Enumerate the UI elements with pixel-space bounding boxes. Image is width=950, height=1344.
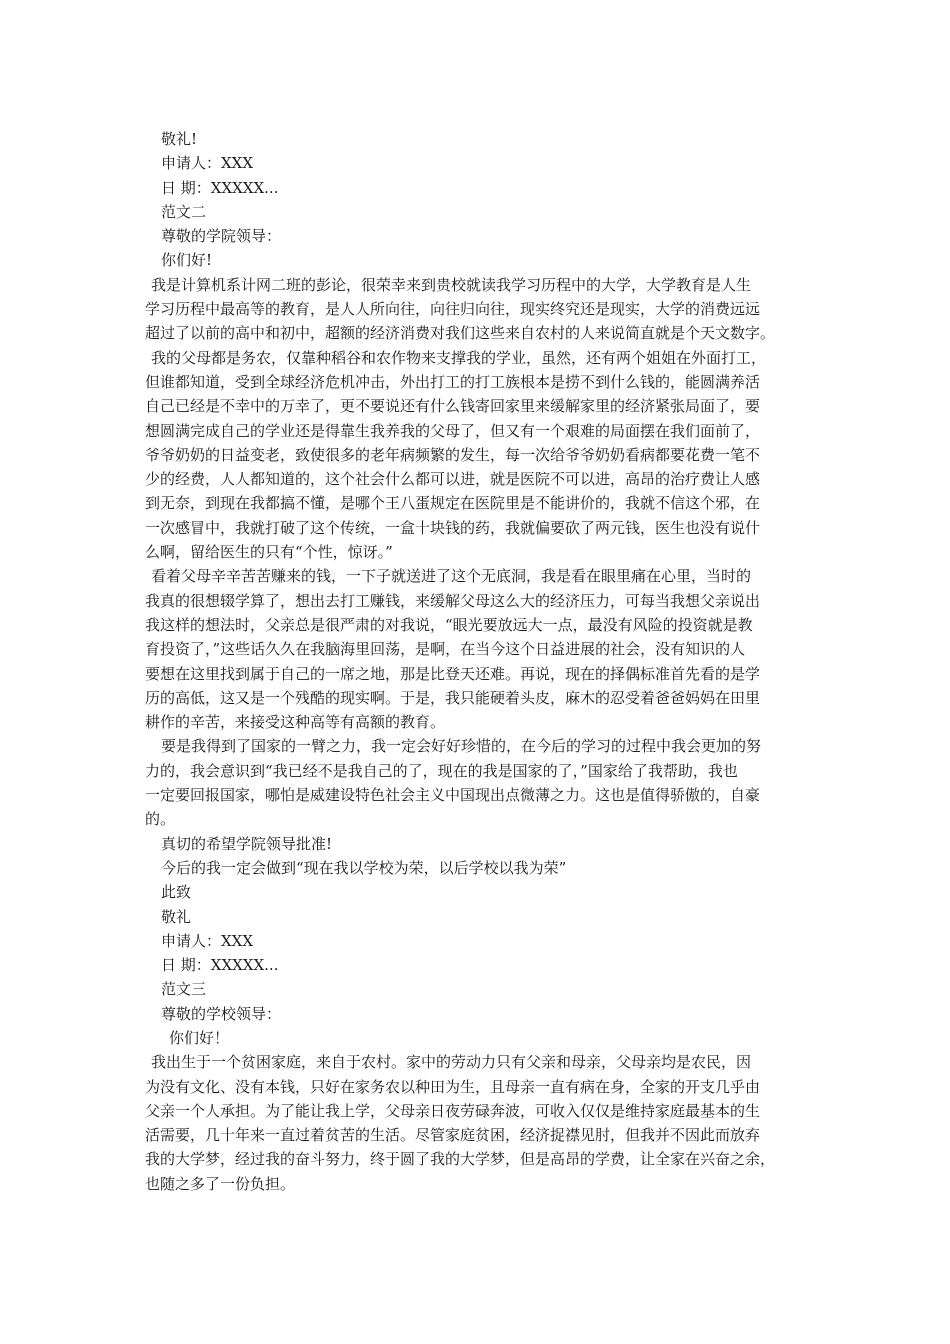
paragraph-line: 看着父母辛辛苦苦赚来的钱，一下子就送进了这个无底洞，我是看在眼里痛在心里，当时的 (151, 567, 752, 586)
paragraph-line: 父亲一个人承担。为了能让我上学，父母亲日夜劳碌奔波，可收入仅仅是维持家庭最基本的生 (145, 1101, 761, 1120)
greeting-line: 你们好! (161, 251, 213, 270)
paragraph-line: 我这样的想法时，父亲总是很严肃的对我说，“眼光要放远大一点，最没有风险的投资就是教 (145, 615, 753, 634)
section-title: 范文三 (161, 980, 207, 999)
paragraph-line: 想圆满完成自己的学业还是得靠生我养我的父母了，但又有一个艰难的局面摆在我们面前了， (145, 421, 761, 440)
request-line: 真切的希望学院领导批准! (161, 834, 333, 853)
paragraph-line: 爷爷奶奶的日益变老，致使很多的老年病频繁的发生，每一次给爷爷奶奶看病都要花费一笔不 (145, 445, 761, 464)
paragraph-line: 我出生于一个贫困家庭，来自于农村。家中的劳动力只有父亲和母亲，父母亲均是农民，因 (151, 1053, 752, 1072)
document-body (145, 127, 813, 1196)
closing-line: 敬礼 (161, 907, 192, 926)
closing-line: 敬礼! (161, 130, 198, 148)
paragraph-line: 育投资了，”这些话久久在我脑海里回荡，是啊，在当今这个日益进展的社会，没有知识的人 (145, 640, 746, 659)
applicant-line: 申请人：XXX (161, 154, 254, 173)
paragraph-line: 耕作的辛苦，来接受这种高等有高额的教育。 (145, 713, 446, 732)
paragraph-line: 我的大学梦，经过我的奋斗努力，终于圆了我的大学梦，但是高昂的学费，让全家在兴奋之余， (145, 1150, 776, 1169)
paragraph (145, 273, 813, 346)
paragraph-line: 超过了以前的高中和初中，超额的经济消费对我们这些来自农村的人来说简直就是个天文数字。 (145, 324, 776, 343)
paragraph-line: 一定要回报国家，哪怕是威建设特色社会主义中国现出点微薄之力。这也是值得骄傲的，自豪 (145, 786, 761, 805)
paragraph-line: 自己已经是不幸中的万幸了，更不要说还有什么钱寄回家里来缓解家里的经济紧张局面了，要 (145, 397, 761, 416)
paragraph (145, 346, 813, 565)
cizhi-line: 此致 (161, 883, 192, 902)
paragraph-line: 历的高低，这又是一个残酷的现实啊。于是，我只能硬着头皮，麻木的忍受着爸爸妈妈在田里 (145, 688, 761, 707)
applicant-line: 申请人：XXX (161, 931, 254, 950)
paragraph-line: 学习历程中最高等的教育，是人人所向往，向往归向往，现实终究还是现实，大学的消费远远 (145, 300, 761, 319)
paragraph (145, 564, 813, 734)
salutation-line: 尊敬的学校领导： (161, 1004, 282, 1023)
date-line: 日 期：XXXXX... (161, 956, 279, 975)
paragraph-line: 的。 (145, 810, 176, 829)
paragraph-line: 我真的很想辍学算了，想出去打工赚钱，来缓解父母这么大的经济压力，可每当我想父亲说出 (145, 591, 761, 610)
paragraph-line: 一次感冒中，我就打破了这个传统，一盒十块钱的药，我就偏要砍了两元钱，医生也没有说什 (145, 518, 761, 537)
salutation-line: 尊敬的学院领导： (161, 227, 282, 246)
greeting-line: 你们好！ (169, 1028, 230, 1047)
paragraph-line: 么啊，留给医生的只有“个性，惊讶。” (145, 543, 393, 562)
paragraph-line: 要想在这里找到属于自己的一席之地，那是比登天还难。再说，现在的择偶标准首先看的是学 (145, 664, 761, 683)
paragraph-line: 少的经费，人人都知道的，这个社会什么都可以进，就是医院不可以进，高昂的治疗费让人感 (145, 470, 761, 489)
paragraph-line: 为没有文化、没有本钱，只好在家务农以种田为生，且母亲一直有病在身，全家的开支几乎由 (145, 1077, 761, 1096)
date-line: 日 期：XXXXX... (161, 178, 279, 197)
paragraph (145, 1050, 813, 1196)
paragraph-line: 我是计算机系计网二班的彭论，很荣幸来到贵校就读我学习历程中的大学，大学教育是人生 (151, 275, 752, 294)
section-title: 范文二 (161, 202, 207, 221)
paragraph-line: 到无奈，到现在我都搞不懂，是哪个王八蛋规定在医院里是不能讲价的，我就不信这个邪，在 (145, 494, 761, 513)
paragraph-line: 要是我得到了国家的一臂之力，我一定会好好珍惜的，在今后的学习的过程中我会更加的努 (161, 737, 762, 756)
paragraph-line: 但谁都知道，受到全球经济危机冲击，外出打工的打工族根本是捞不到什么钱的，能圆满养活 (145, 372, 761, 391)
paragraph-line: 也随之多了一份负担。 (145, 1174, 296, 1193)
paragraph (145, 734, 813, 831)
promise-line: 今后的我一定会做到“现在我以学校为荣，以后学校以我为荣” (161, 858, 567, 877)
paragraph-line: 活需要，几十年来一直过着贫苦的生活。尽管家庭贫困，经济捉襟见肘，但我并不因此而放弃 (145, 1126, 761, 1145)
paragraph-line: 我的父母都是务农，仅靠种稻谷和农作物来支撑我的学业，虽然，还有两个姐姐在外面打工， (151, 348, 767, 367)
paragraph-line: 力的，我会意识到“我已经不是我自己的了，现在的我是国家的了，”国家给了我帮助，我也 (145, 761, 738, 780)
